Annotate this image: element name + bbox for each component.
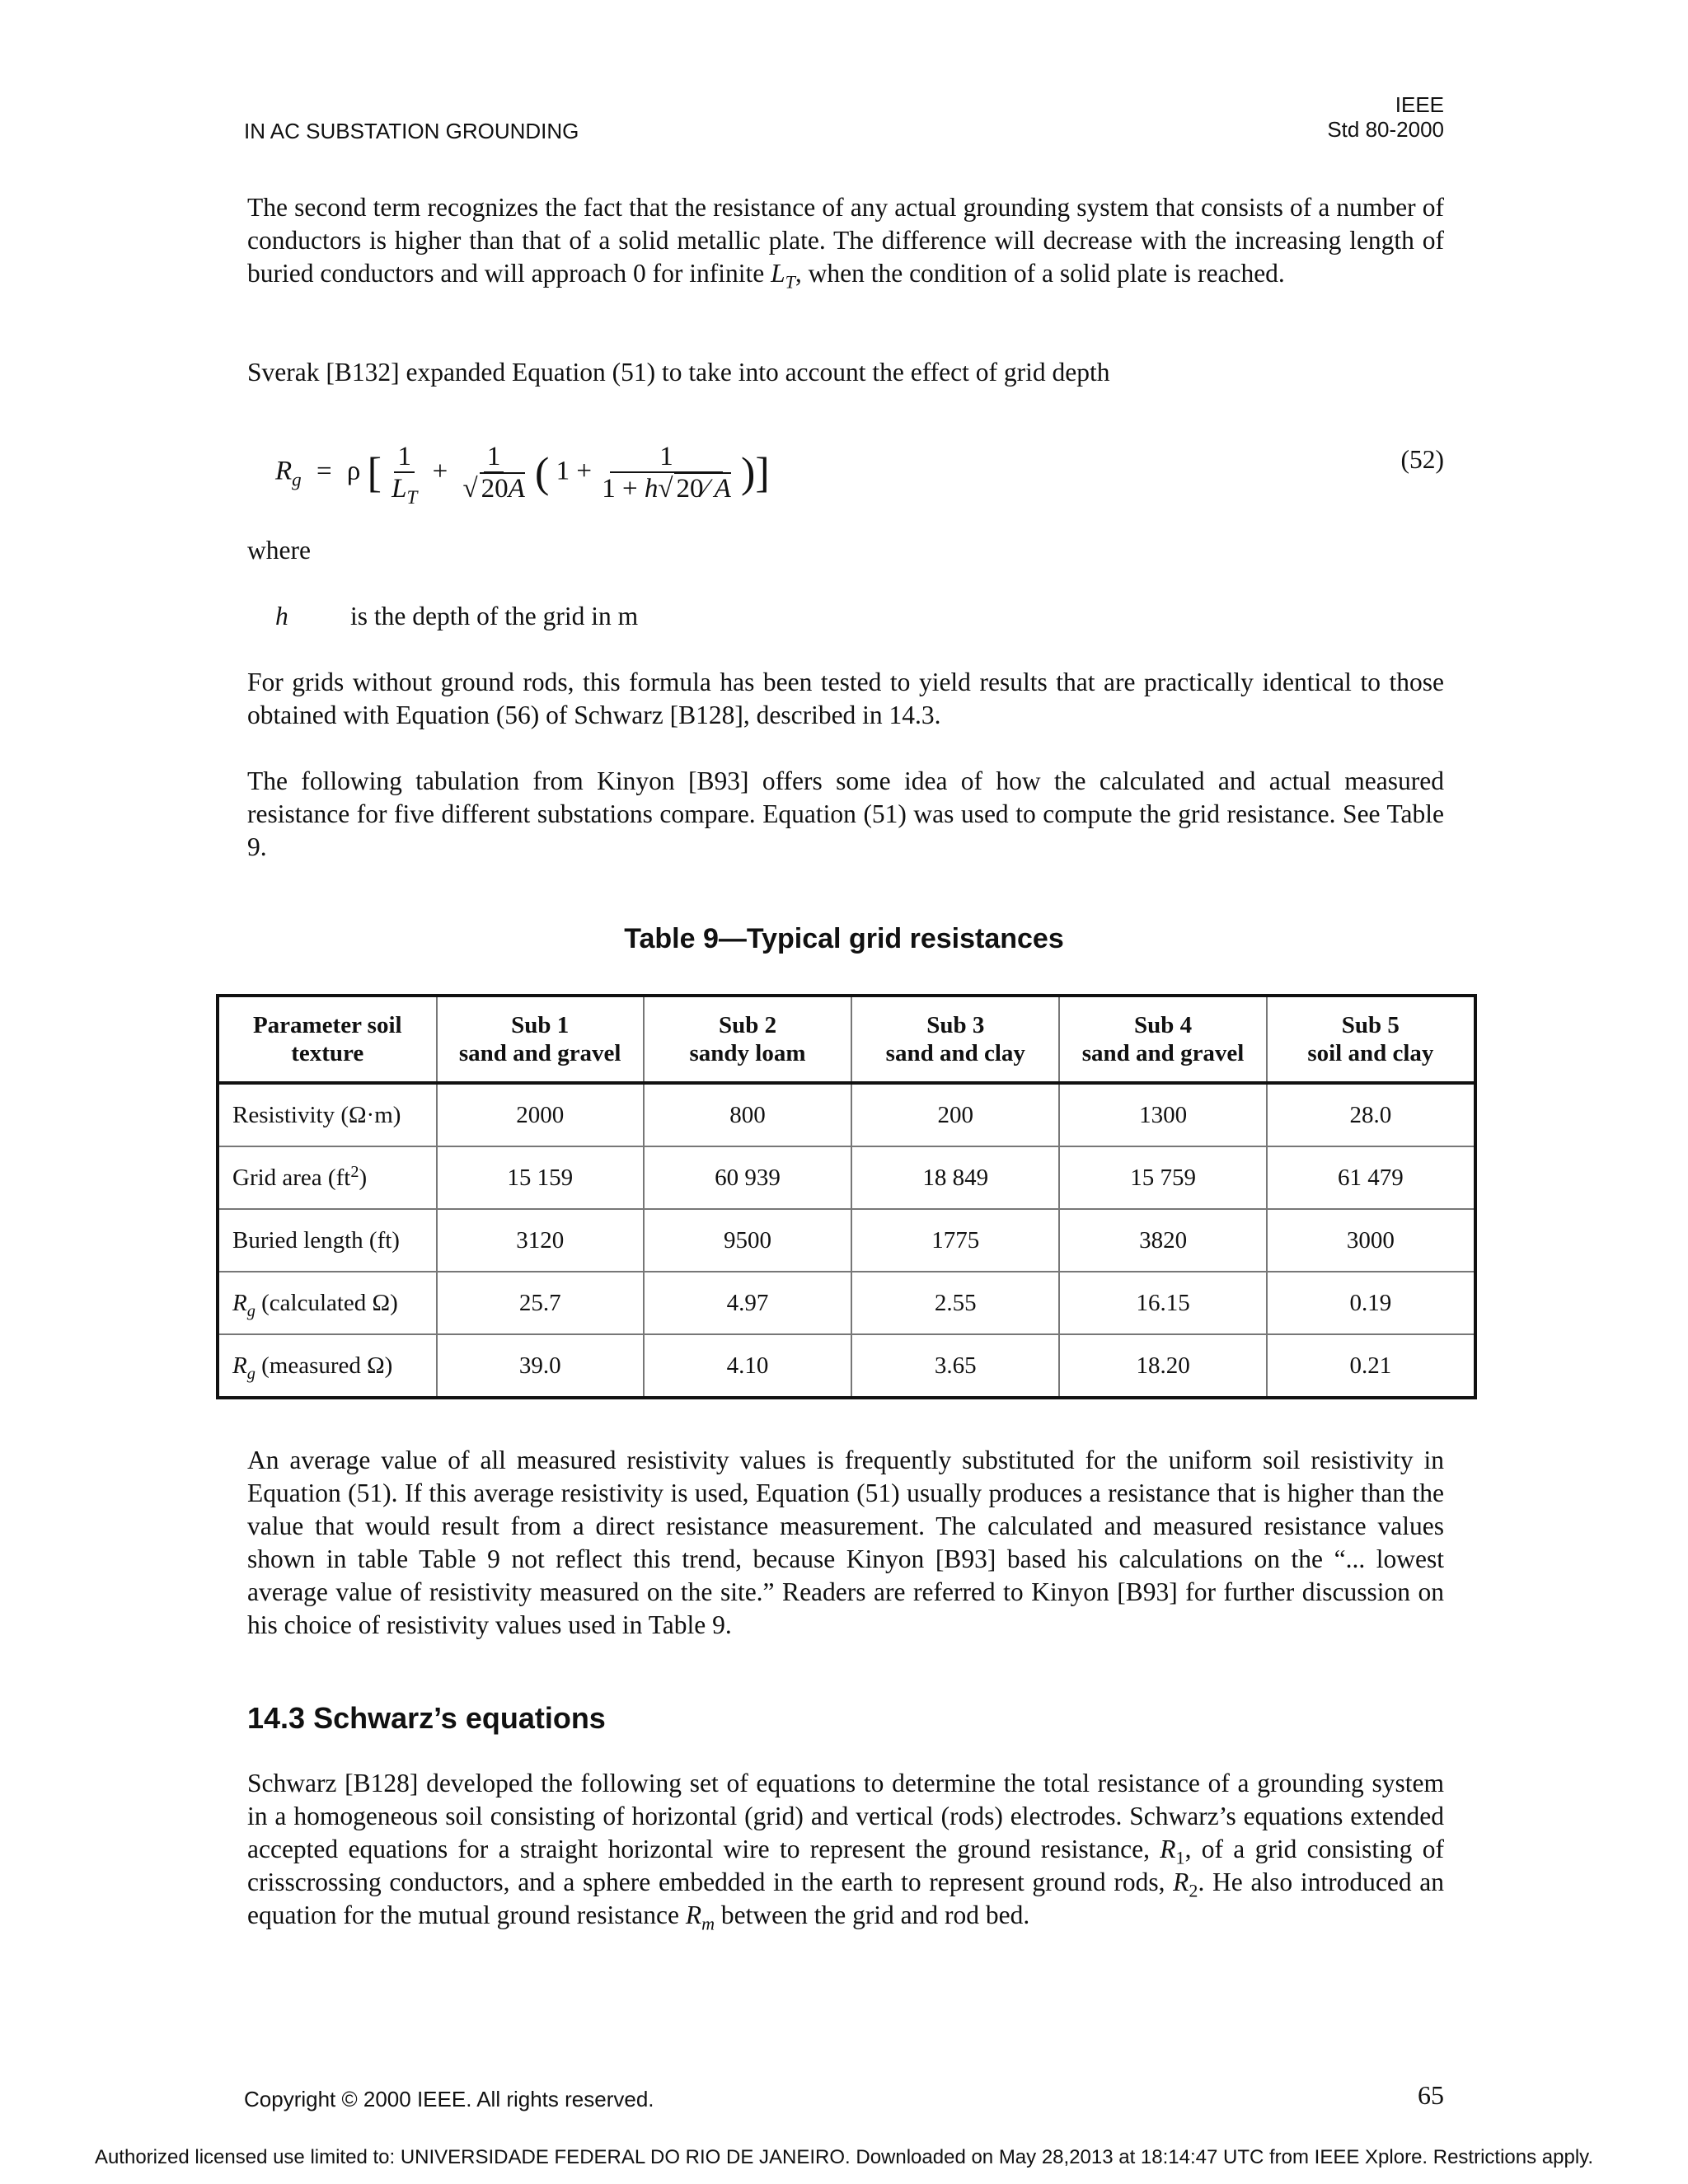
header-publisher: IEEE <box>1395 92 1444 117</box>
eq-num: 1 <box>394 442 415 473</box>
eq-frac-sqrt <box>459 442 528 504</box>
table-cell: 3000 <box>1267 1209 1475 1272</box>
def-h-text: is the depth of the grid in m <box>350 602 639 630</box>
header-cell: Sub 1 sand and gravel <box>437 996 644 1083</box>
equation-52 <box>247 425 1444 508</box>
eq-frac-LT <box>388 442 420 509</box>
row-label: Buried length (ft) <box>218 1209 437 1272</box>
table-cell: 60 939 <box>644 1146 851 1209</box>
var-R: R <box>1160 1835 1176 1863</box>
table-cell: 2.55 <box>851 1272 1059 1334</box>
eq-equals: = <box>316 456 332 486</box>
eq-num: 1 <box>610 442 723 473</box>
var-L: L <box>771 259 785 288</box>
eq-den: 1 + h√ 20⁄ A <box>602 474 731 504</box>
table-cell: 4.10 <box>644 1334 851 1398</box>
var-R: R <box>685 1900 702 1929</box>
page-number: 65 <box>1418 2080 1444 2110</box>
paragraph-text: The second term recognizes the fact that the resistance of any actual grounding system that consists of a number of conductors is higher than that of a solid metallic plate. The difference will decrease with the increasing length of buried conductors and will approach 0 for infinite <box>247 193 1444 288</box>
eq-R: R <box>275 456 293 486</box>
header-cell: Sub 3 sand and clay <box>851 996 1059 1083</box>
paragraph-second-term <box>247 191 1444 293</box>
header-cell: Sub 4 sand and gravel <box>1059 996 1266 1083</box>
grid-resistance-table <box>216 994 1477 1399</box>
table-cell: 16.15 <box>1059 1272 1266 1334</box>
row-label: $R_g$ (measured Ω) <box>218 1334 437 1398</box>
table-cell: 3820 <box>1059 1209 1266 1272</box>
table-cell: 800 <box>644 1083 851 1146</box>
section-heading: 14.3 Schwarz’s equations <box>247 1701 606 1735</box>
eq-plus: + <box>432 456 448 486</box>
table-row-area <box>218 1146 1475 1209</box>
header-cell: Sub 5 soil and clay <box>1267 996 1475 1083</box>
header-cell: Sub 2 sandy loam <box>644 996 851 1083</box>
paragraph-sverak: Sverak [B132] expanded Equation (51) to take into account the effect of grid depth <box>247 358 1110 387</box>
header-standard: Std 80-2000 <box>1327 117 1444 142</box>
table-cell: 2000 <box>437 1083 644 1146</box>
footer-copyright: Copyright © 2000 IEEE. All rights reserved. <box>244 2087 654 2111</box>
table-cell: 3120 <box>437 1209 644 1272</box>
row-label: Grid area $(ft^2)$ <box>218 1146 437 1209</box>
table-cell: 39.0 <box>437 1334 644 1398</box>
paragraph-schwarz: Schwarz [B128] developed the following set of equations to determine the total resistance of a grounding system in a homogeneous soil consisting of horizontal (grid) and vertical (rods) electrodes. Schwarz’s equations extended accepted equations for a straight horizontal wire to represent the ground resistance, $R_1$, of a grid consisting of crisscrossing conductors, and a sphere embedded in the earth to represent ground rods, $R_2$. He also introduced an equation for the mutual ground resistance $R_m$ between the grid and rod bed. <box>247 1769 1445 1934</box>
license-notice: Authorized licensed use limited to: UNIVERSIDADE FEDERAL DO RIO DE JANEIRO. Downloaded on May 28,2013 at 18:14:47 UTC from IEEE Xplore. Restrictions apply. <box>94 2146 1594 2168</box>
table-cell: 0.19 <box>1267 1272 1475 1334</box>
table-cell: 61 479 <box>1267 1146 1475 1209</box>
eq-frac-depth <box>598 442 734 504</box>
table-cell: 9500 <box>644 1209 851 1272</box>
def-h-symbol: h <box>275 602 288 630</box>
var-R: R <box>1173 1868 1189 1896</box>
table-row-resistivity <box>218 1083 1475 1146</box>
paragraph-grids-without-rods: For grids without ground rods, this formula has been tested to yield results that are practically identical to those obtained with Equation (56) of Schwarz [B128], described in 14.3. <box>247 668 1444 729</box>
eq-num: 1 <box>484 442 504 473</box>
header-cell: Parameter soil texture <box>218 996 437 1083</box>
table-cell: 3.65 <box>851 1334 1059 1398</box>
table-title: Table 9—Typical grid resistances <box>624 923 1064 954</box>
table-cell: 0.21 <box>1267 1334 1475 1398</box>
where-label: where <box>247 536 311 565</box>
table-cell: 4.97 <box>644 1272 851 1334</box>
eq-one-plus: 1 + <box>556 456 592 486</box>
table-cell: 28.0 <box>1267 1083 1475 1146</box>
var-T: T <box>785 271 795 293</box>
equation-body <box>275 442 770 509</box>
eq-close-paren: ) <box>741 449 756 497</box>
running-header-left: IN AC SUBSTATION GROUNDING <box>244 119 579 143</box>
eq-open-bracket: [ <box>367 449 382 497</box>
eq-den: $L_T$ <box>392 474 418 509</box>
equation-number: (52) <box>1400 445 1444 474</box>
table-cell: 200 <box>851 1083 1059 1146</box>
table-cell: 1300 <box>1059 1083 1266 1146</box>
paragraph-kinyon-tabulation: The following tabulation from Kinyon [B93] offers some idea of how the calculated and actual measured resistance for five different substations compare. Equation (51) was used to compute the grid resistance. See Table 9. <box>247 766 1444 861</box>
table-cell: 25.7 <box>437 1272 644 1334</box>
table-header-row <box>218 996 1475 1083</box>
eq-den: √ 20A <box>462 474 525 504</box>
table-cell: 1775 <box>851 1209 1059 1272</box>
table-row-length <box>218 1209 1475 1272</box>
running-header-right <box>1327 92 1444 142</box>
row-label: Resistivity (Ω·m) <box>218 1083 437 1146</box>
table-row-calculated <box>218 1272 1475 1334</box>
eq-sub-g: g <box>292 468 302 490</box>
eq-close-bracket: ] <box>755 449 770 497</box>
table-cell: 15 159 <box>437 1146 644 1209</box>
paragraph-text: , when the condition of a solid plate is reached. <box>795 259 1285 288</box>
eq-open-paren: ( <box>535 449 550 497</box>
row-label: $R_g$ (calculated Ω) <box>218 1272 437 1334</box>
table-cell: 15 759 <box>1059 1146 1266 1209</box>
eq-rho: ρ <box>346 456 361 486</box>
paragraph-average-resistivity: An average value of all measured resistivity values is frequently substituted for the uniform soil resistivity in Equation (51). If this average resistivity is used, Equation (51) usually produces a resistance that is higher than the value that would result from a direct resistance measurement. The calculated and measured resistance values shown in table Table 9 not reflect this trend, because Kinyon [B93] based his calculations on the “... lowest average value of resistivity measured on the site.” Readers are referred to Kinyon [B93] for further discussion on his choice of resistivity values used in Table 9. <box>247 1446 1444 1639</box>
table-cell: 18 849 <box>851 1146 1059 1209</box>
table-row-measured <box>218 1334 1475 1398</box>
table-cell: 18.20 <box>1059 1334 1266 1398</box>
